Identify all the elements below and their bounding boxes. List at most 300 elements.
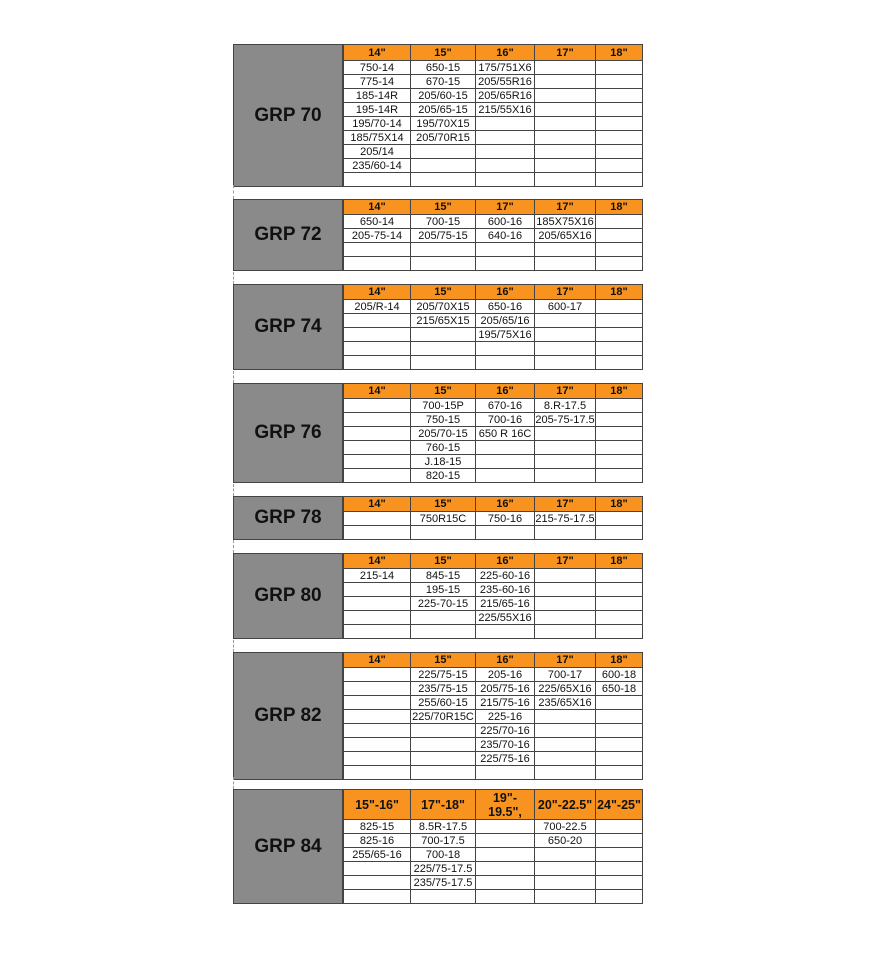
- table-row: [343, 724, 642, 738]
- size-grid: [343, 199, 643, 271]
- size-cell: [343, 413, 410, 426]
- size-cell: 175/751X6: [475, 61, 534, 74]
- size-cell: [534, 625, 595, 638]
- table-row: [343, 668, 642, 682]
- size-cell: [534, 342, 595, 355]
- size-cell: 205/70R15: [410, 131, 475, 144]
- size-cell: 235-60-16: [475, 583, 534, 596]
- header-cell: 18": [595, 497, 642, 511]
- header-cell: 15": [410, 285, 475, 299]
- size-cell: [595, 848, 642, 861]
- size-cell: 215/55X16: [475, 103, 534, 116]
- size-cell: [534, 469, 595, 482]
- size-cell: 235/75-17.5: [410, 876, 475, 889]
- size-cell: [410, 356, 475, 369]
- size-cell: 215-75-17.5: [535, 512, 595, 525]
- header-cell: 14": [343, 45, 410, 60]
- header-cell: 18": [595, 653, 642, 667]
- size-cell: 750-16: [475, 512, 534, 525]
- size-cell: [534, 597, 595, 610]
- group-grp-78: [233, 496, 643, 540]
- size-cell: 650-15: [410, 61, 475, 74]
- header-cell: 15": [410, 200, 475, 214]
- size-cell: [595, 820, 642, 833]
- table-row: [343, 356, 642, 370]
- size-cell: 225-70-15: [410, 597, 475, 610]
- table-row: [343, 145, 642, 159]
- size-cell: [595, 300, 642, 313]
- table-row: [343, 625, 642, 639]
- table-row: [343, 117, 642, 131]
- size-cell: 205/65R16: [475, 89, 534, 102]
- size-cell: [410, 611, 475, 624]
- size-cell: [595, 512, 642, 525]
- size-cell: [343, 455, 410, 468]
- header-row: [343, 383, 642, 399]
- group-separator: [233, 484, 644, 496]
- header-cell: 14": [343, 384, 410, 398]
- table-row: [343, 399, 642, 413]
- size-cell: [595, 89, 642, 102]
- header-cell: 15": [410, 554, 475, 568]
- size-cell: [534, 89, 595, 102]
- size-cell: 845-15: [410, 569, 475, 582]
- group-label: GRP 72: [233, 199, 343, 271]
- size-cell: [534, 75, 595, 88]
- size-cell: [595, 597, 642, 610]
- header-cell: 18": [595, 384, 642, 398]
- group-grp-72: [233, 199, 643, 271]
- header-cell: 17": [534, 653, 595, 667]
- size-cell: 225/65X16: [534, 682, 595, 695]
- size-cell: [595, 710, 642, 723]
- size-cell: 700-15: [410, 215, 475, 228]
- header-cell: 17": [534, 200, 595, 214]
- size-cell: 750-15: [410, 413, 475, 426]
- header-cell: 15": [410, 45, 475, 60]
- size-cell: [410, 257, 475, 270]
- table-row: [343, 820, 642, 834]
- group-grp-82: [233, 652, 643, 780]
- size-cell: [410, 738, 475, 751]
- size-cell: [343, 696, 410, 709]
- size-cell: [410, 145, 475, 158]
- size-cell: [595, 469, 642, 482]
- size-cell: [534, 328, 595, 341]
- header-cell: 19"- 19.5",: [475, 790, 534, 819]
- size-cell: [410, 625, 475, 638]
- size-cell: [534, 159, 595, 172]
- size-cell: [475, 356, 534, 369]
- size-cell: [343, 682, 410, 695]
- header-cell: 16": [475, 45, 534, 60]
- group-label: GRP 74: [233, 284, 343, 370]
- size-cell: 215/65-16: [475, 597, 534, 610]
- size-cell: [534, 862, 595, 875]
- table-row: [343, 569, 642, 583]
- table-row: [343, 314, 642, 328]
- header-cell: 17": [475, 200, 534, 214]
- size-cell: [534, 427, 595, 440]
- size-cell: [343, 752, 410, 765]
- table-row: [343, 876, 642, 890]
- size-cell: 195/70X15: [410, 117, 475, 130]
- size-cell: 650-14: [343, 215, 410, 228]
- size-cell: [343, 526, 410, 539]
- size-cell: [595, 328, 642, 341]
- size-cell: [534, 848, 595, 861]
- size-cell: [343, 469, 410, 482]
- size-cell: 205/60-15: [410, 89, 475, 102]
- size-cell: 670-15: [410, 75, 475, 88]
- size-grid: [343, 553, 643, 639]
- size-cell: [534, 876, 595, 889]
- table-row: [343, 131, 642, 145]
- header-cell: 16": [475, 554, 534, 568]
- size-cell: 700-16: [475, 413, 534, 426]
- size-cell: 185/75X14: [343, 131, 410, 144]
- size-cell: 825-15: [343, 820, 410, 833]
- size-cell: [595, 738, 642, 751]
- size-cell: [595, 625, 642, 638]
- header-cell: 15": [410, 384, 475, 398]
- size-cell: [343, 328, 410, 341]
- size-cell: [595, 314, 642, 327]
- size-cell: 205/65-15: [410, 103, 475, 116]
- header-cell: 18": [595, 45, 642, 60]
- size-cell: [534, 710, 595, 723]
- group-grp-76: [233, 383, 643, 483]
- table-row: [343, 328, 642, 342]
- size-cell: 700-18: [410, 848, 475, 861]
- table-row: [343, 455, 642, 469]
- table-row: [343, 597, 642, 611]
- size-cell: J.18-15: [410, 455, 475, 468]
- table-row: [343, 862, 642, 876]
- size-cell: [595, 724, 642, 737]
- size-cell: 185X75X16: [534, 215, 595, 228]
- header-cell: 18": [595, 554, 642, 568]
- size-cell: [595, 342, 642, 355]
- table-row: [343, 682, 642, 696]
- size-cell: 205/65X16: [534, 229, 595, 242]
- table-row: [343, 469, 642, 483]
- size-cell: [534, 61, 595, 74]
- size-grid: [343, 789, 643, 904]
- size-cell: [343, 611, 410, 624]
- size-cell: [410, 752, 475, 765]
- group-label: GRP 82: [233, 652, 343, 780]
- table-row: [343, 512, 642, 526]
- size-cell: 235/70-16: [475, 738, 534, 751]
- size-cell: [343, 724, 410, 737]
- size-cell: [595, 441, 642, 454]
- header-cell: 17": [534, 497, 595, 511]
- size-cell: [534, 145, 595, 158]
- size-cell: [343, 597, 410, 610]
- size-cell: [534, 455, 595, 468]
- size-cell: 775-14: [343, 75, 410, 88]
- header-cell: 24"-25": [595, 790, 642, 819]
- header-row: [343, 652, 642, 668]
- size-cell: 205/R-14: [343, 300, 410, 313]
- size-grid: [343, 383, 643, 483]
- header-cell: 15"-16": [343, 790, 410, 819]
- size-cell: [534, 356, 595, 369]
- size-cell: [475, 131, 534, 144]
- size-cell: [475, 526, 534, 539]
- size-cell: 8.5R-17.5: [410, 820, 475, 833]
- size-cell: 205-75-14: [343, 229, 410, 242]
- header-cell: 17": [534, 285, 595, 299]
- size-cell: 760-15: [410, 441, 475, 454]
- size-cell: [475, 243, 534, 256]
- size-cell: 205/55R16: [475, 75, 534, 88]
- size-cell: 700-22.5: [534, 820, 595, 833]
- size-cell: [595, 834, 642, 847]
- table-row: [343, 61, 642, 75]
- table-row: [343, 159, 642, 173]
- header-cell: 15": [410, 497, 475, 511]
- size-cell: [595, 876, 642, 889]
- size-cell: [343, 243, 410, 256]
- size-cell: [475, 890, 534, 903]
- table-row: [343, 738, 642, 752]
- size-cell: [595, 131, 642, 144]
- table-row: [343, 257, 642, 271]
- size-cell: [534, 243, 595, 256]
- group-grp-80: [233, 553, 643, 639]
- table-row: [343, 526, 642, 540]
- size-cell: [534, 526, 595, 539]
- size-grid: [343, 284, 643, 370]
- size-cell: 650-18: [595, 682, 642, 695]
- table-row: [343, 583, 642, 597]
- size-cell: [343, 512, 410, 525]
- size-cell: 205-16: [475, 668, 534, 681]
- size-cell: [410, 526, 475, 539]
- size-cell: 225/75-17.5: [410, 862, 475, 875]
- size-cell: 700-17: [534, 668, 595, 681]
- table-row: [343, 103, 642, 117]
- size-cell: [595, 103, 642, 116]
- size-cell: 8.R-17.5: [534, 399, 595, 412]
- size-cell: [410, 342, 475, 355]
- size-cell: [343, 862, 410, 875]
- size-cell: [534, 441, 595, 454]
- size-cell: [595, 611, 642, 624]
- size-cell: [595, 229, 642, 242]
- header-cell: 14": [343, 285, 410, 299]
- table-row: [343, 710, 642, 724]
- size-cell: [534, 583, 595, 596]
- size-cell: [595, 117, 642, 130]
- group-label: GRP 76: [233, 383, 343, 483]
- size-cell: 700-17.5: [410, 834, 475, 847]
- header-cell: 17": [534, 384, 595, 398]
- header-row: [343, 199, 642, 215]
- size-cell: [534, 103, 595, 116]
- header-cell: 18": [595, 200, 642, 214]
- header-cell: 17"-18": [410, 790, 475, 819]
- size-cell: [534, 117, 595, 130]
- size-cell: [595, 145, 642, 158]
- group-grp-70: [233, 44, 643, 187]
- size-cell: 600-17: [534, 300, 595, 313]
- table-row: [343, 413, 642, 427]
- header-row: [343, 496, 642, 512]
- size-cell: 225/70R15C: [410, 710, 475, 723]
- size-cell: [534, 752, 595, 765]
- size-cell: [534, 890, 595, 903]
- table-row: [343, 427, 642, 441]
- size-cell: [475, 257, 534, 270]
- size-cell: [534, 738, 595, 751]
- header-cell: 16": [475, 653, 534, 667]
- group-label: GRP 70: [233, 44, 343, 187]
- size-cell: [343, 710, 410, 723]
- size-cell: [343, 738, 410, 751]
- size-cell: 255/60-15: [410, 696, 475, 709]
- size-cell: 700-15P: [410, 399, 475, 412]
- table-row: [343, 441, 642, 455]
- size-cell: [475, 876, 534, 889]
- size-cell: [343, 625, 410, 638]
- size-cell: [475, 848, 534, 861]
- size-cell: [343, 356, 410, 369]
- size-cell: [595, 696, 642, 709]
- header-cell: 17": [534, 554, 595, 568]
- size-cell: 205-75-17.5: [535, 413, 595, 426]
- table-row: [343, 890, 642, 904]
- size-cell: [475, 625, 534, 638]
- size-cell: 820-15: [410, 469, 475, 482]
- header-cell: 15": [410, 653, 475, 667]
- table-row: [343, 89, 642, 103]
- group-separator: [233, 777, 644, 789]
- header-row: [343, 44, 642, 61]
- group-separator: [233, 640, 644, 652]
- size-cell: [534, 569, 595, 582]
- size-cell: [534, 314, 595, 327]
- size-cell: [595, 75, 642, 88]
- size-cell: 205/75-16: [475, 682, 534, 695]
- size-cell: [595, 356, 642, 369]
- size-cell: [343, 399, 410, 412]
- size-cell: [475, 820, 534, 833]
- header-cell: 14": [343, 653, 410, 667]
- size-cell: [475, 469, 534, 482]
- table-row: [343, 75, 642, 89]
- table-row: [343, 342, 642, 356]
- table-row: [343, 243, 642, 257]
- size-cell: 825-16: [343, 834, 410, 847]
- size-cell: [595, 583, 642, 596]
- size-cell: [595, 399, 642, 412]
- size-cell: [410, 159, 475, 172]
- size-cell: [595, 243, 642, 256]
- size-cell: [410, 890, 475, 903]
- size-cell: 195-15: [410, 583, 475, 596]
- table-row: [343, 300, 642, 314]
- size-cell: 670-16: [475, 399, 534, 412]
- size-cell: [534, 611, 595, 624]
- size-cell: [343, 441, 410, 454]
- size-cell: [475, 117, 534, 130]
- size-cell: 195/70-14: [343, 117, 410, 130]
- size-cell: [595, 257, 642, 270]
- size-cell: 225/55X16: [475, 611, 534, 624]
- size-cell: 195-14R: [343, 103, 410, 116]
- header-cell: 20"-22.5": [534, 790, 595, 819]
- group-separator: [233, 540, 644, 553]
- size-cell: [475, 441, 534, 454]
- size-cell: 225/75-16: [475, 752, 534, 765]
- size-cell: 215-14: [343, 569, 410, 582]
- size-cell: [595, 752, 642, 765]
- header-cell: 18": [595, 285, 642, 299]
- group-separator: [233, 371, 644, 383]
- header-cell: 16": [475, 497, 534, 511]
- size-cell: [595, 569, 642, 582]
- size-cell: 650-16: [475, 300, 534, 313]
- group-label: GRP 80: [233, 553, 343, 639]
- size-cell: [534, 257, 595, 270]
- header-cell: 16": [475, 285, 534, 299]
- size-cell: 640-16: [475, 229, 534, 242]
- size-cell: [343, 257, 410, 270]
- size-cell: [595, 61, 642, 74]
- size-cell: [595, 427, 642, 440]
- table-row: [343, 611, 642, 625]
- size-cell: [343, 583, 410, 596]
- group-grp-74: [233, 284, 643, 370]
- group-label: GRP 78: [233, 496, 343, 540]
- size-cell: [410, 724, 475, 737]
- size-cell: 205/65/16: [475, 314, 534, 327]
- table-row: [343, 696, 642, 710]
- header-cell: 14": [343, 554, 410, 568]
- size-cell: [343, 342, 410, 355]
- size-cell: 225/75-15: [410, 668, 475, 681]
- size-cell: [475, 145, 534, 158]
- size-cell: [534, 724, 595, 737]
- header-row: [343, 284, 642, 300]
- size-cell: 205/70-15: [410, 427, 475, 440]
- size-cell: 185-14R: [343, 89, 410, 102]
- size-grid: [343, 496, 643, 540]
- size-cell: 750R15C: [410, 512, 475, 525]
- group-separator: [233, 272, 644, 284]
- size-cell: 255/65-16: [343, 848, 410, 861]
- size-cell: [475, 455, 534, 468]
- header-row: [343, 789, 642, 820]
- header-cell: 14": [343, 200, 410, 214]
- group-separator: [233, 185, 644, 199]
- size-cell: [343, 668, 410, 681]
- size-cell: 235/60-14: [343, 159, 410, 172]
- size-cell: [595, 526, 642, 539]
- size-cell: [410, 243, 475, 256]
- size-cell: 750-14: [343, 61, 410, 74]
- table-row: [343, 215, 642, 229]
- header-cell: 14": [343, 497, 410, 511]
- size-cell: 205/75-15: [410, 229, 475, 242]
- size-cell: 215/75-16: [475, 696, 534, 709]
- size-cell: 225/70-16: [475, 724, 534, 737]
- size-cell: [475, 159, 534, 172]
- group-grp-84: [233, 789, 643, 904]
